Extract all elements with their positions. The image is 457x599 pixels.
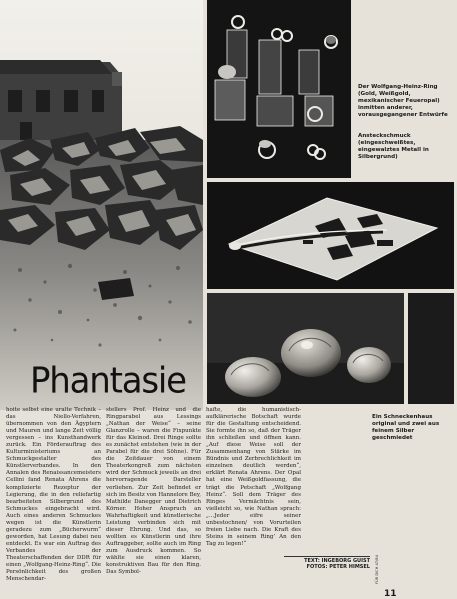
body-column-1: hoite selbst eine uralte Technik – das Niello-Verfahren, übernommen von den Ägyptern und Mauren und lange Zeit völlig vergessen – ins Kunsthandwerk zurück. Ein Förderauftrag des Kulturministeriums an Schmuckgestalter des Künstlerverbandes. In den Annalen des Renaissancemeisters Cellini fand Renata Ahrens die komplizierte Rezeptur der Legierung, die in den reliefartig bearbeiteten Silbergrund des Schmuckes eingebracht wird. Auch eines anderen Schmuckes wegen ist die Künstlerin geradezu zum „Bücherwurm“ geworden, hat Lesung dabei neu entdeckt. Es war ein Auftrag des Verbandes der Theaterschaffenden der DDR für einen „Wolfgang-Heinz-Ring“. Die Persönlichkeit des großen Menschendar- — [6, 407, 101, 583]
body-column-3: hafte, die humanistisch-aufklärerische Botschaft wurde für die Gestaltung entscheidend. Sie formte ihn so, daß der Träger ihn schließen und öffnen kann. „Auf diese Weise soll der Zusammenhang von Stärke im Bündnis und Zerbrechlichkeit im einzelnen deutlich werden“, erklärt Renata Ahrens. Der Opal hat eine Weißgoldfassung, die trägt die Petschaft „Wolfgang Heinz“. Soll dem Träger des Ringes Vermächtnis sein, vielleicht so, wie Nathan sprach: „…Jeder eifre seiner unbestochnen/ von Vorurteilen freien Liebe nach. Die Kraft des Steins in seinem Ring’ An den Tag zu legen!“ — [206, 407, 301, 547]
rubble-landscape-photo — [0, 0, 203, 410]
ring-caption: Der Wolfgang-Heinz-Ring (Gold, Weißgold, mexikanischer Feueropal) inmitten anderer, vorausgegangener Entwürfe — [358, 84, 448, 118]
article-headline: Phantasie — [30, 360, 186, 402]
rings-display-photo — [207, 0, 351, 178]
text-credit: TEXT: INGEBORG GUIST — [304, 558, 370, 564]
brooch-caption: Ansteckschmuck (eingeschweißtes, eingewalztes Metall in Silbergrund) — [358, 133, 429, 160]
snail-caption: Ein Schneckenhaus original und zwei aus feinem Silber geschmiedet — [372, 414, 440, 441]
brooch-photo — [207, 182, 454, 289]
body-column-2: stellers Prof. Heinz und die Ringparabel aus Lessings „Nathan der Weise“ – seine Glanzrolle – waren die Fixpunkte für das Kleinod. Drei Ringe sollte es zunächst entstehen (wie in der Parabel für die drei Söhne). Für die Zeitdauer von einem Theaterkongreß zum nächsten wird der Schmuck jeweils an drei hervorragende Darsteller verliehen. Zur Zeit befindet er sich im Besitz von Hannelore Bey, Mathilde Danegger und Dietrich Körner. Hoher Anspruch an Wahrhaftigkeit und künstlerische Leistung verbinden sich mit dieser Ehrung. Und das, so wollten es Künstlerin und ihre Auftraggeber, sollte auch im Ring zum Ausdruck kommen. So wählte sie einen klaren, konstruktiven Bau für den Ring. Das Symbol- — [106, 407, 201, 576]
snail-shells-photo — [207, 293, 404, 404]
page-number: 11 — [384, 589, 397, 599]
issue-code: FÜR DICH 47/84 — [375, 555, 379, 584]
article-credits — [284, 556, 370, 571]
photo-credit: FOTOS: PETER HIMSEL — [306, 564, 370, 571]
decorative-black-panel — [408, 293, 454, 404]
